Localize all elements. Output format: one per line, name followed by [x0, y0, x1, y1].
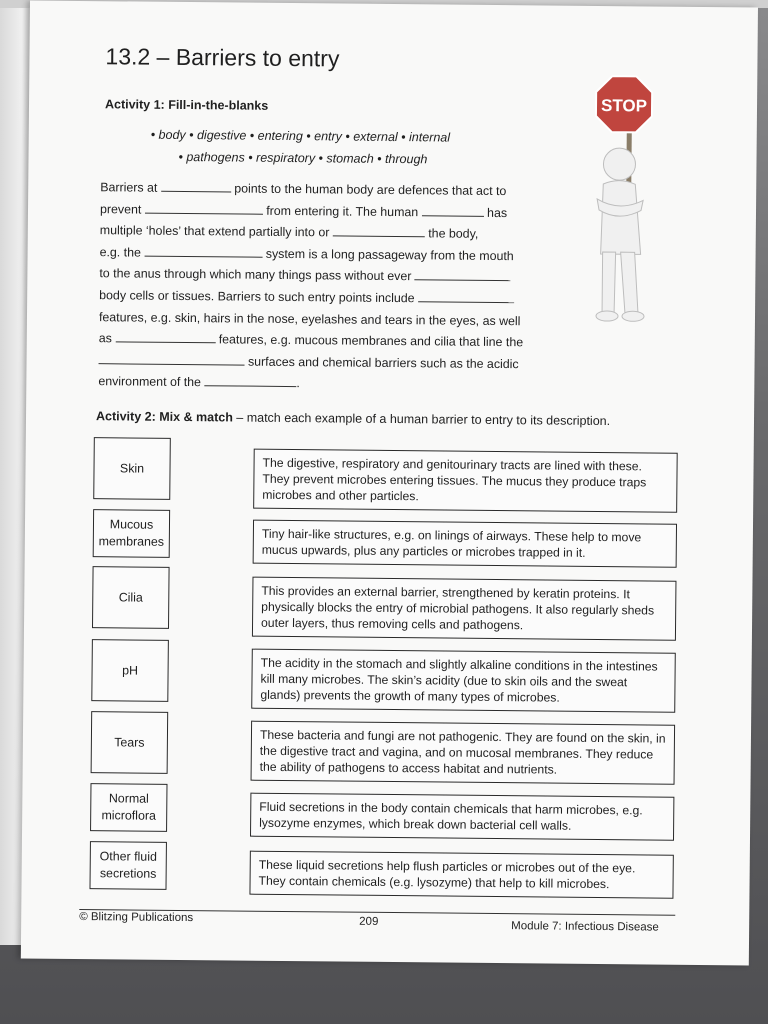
- term-box-tears[interactable]: Tears: [91, 711, 169, 774]
- term-box-ph[interactable]: pH: [91, 639, 169, 702]
- page-number: 209: [359, 915, 379, 928]
- passage-line: features, e.g. skin, hairs in the nose, eyelashes and tears in the eyes, as well: [98, 309, 521, 328]
- person-figure: [596, 148, 646, 321]
- term-box-normal-microflora[interactable]: Normal microflora: [90, 783, 167, 832]
- passage-line: e.g. the system is a long passageway from the mouth: [99, 244, 514, 263]
- passage-line: prevent from entering it. The human has: [99, 201, 508, 220]
- description-box-6[interactable]: Fluid secretions in the body contain chemicals that harm microbes, e.g. lysozyme enzymes, which break down bacterial cell walls.: [250, 793, 674, 841]
- footer-publisher: © Blitzing Publications: [79, 911, 194, 925]
- description-box-3[interactable]: This provides an external barrier, strengthened by keratin proteins. It physically blocks the entry of microbial pathogens. It also regularly sheds outer layers, thus removing cells and pathogens.: [252, 577, 677, 641]
- description-box-4[interactable]: The acidity in the stomach and slightly alkaline conditions in the intestines kill many microbes. The skin’s acidity (due to skin oils and the sweat glands) prevents the growth of many types of microbes.: [251, 649, 676, 713]
- passage-line: body cells or tissues. Barriers to such entry points include: [99, 285, 539, 311]
- answer-blank[interactable]: [145, 202, 263, 214]
- fill-in-passage: [98, 177, 540, 397]
- answer-blank[interactable]: [99, 353, 245, 365]
- term-box-cilia[interactable]: Cilia: [92, 566, 170, 629]
- answer-blank[interactable]: [418, 291, 514, 303]
- stop-sign-figure: [582, 74, 674, 331]
- worksheet-page: [21, 1, 758, 966]
- answer-blank[interactable]: [422, 205, 484, 217]
- passage-line: surfaces and chemical barriers such as the acidic: [98, 350, 538, 376]
- term-box-other-fluid-secretions[interactable]: Other fluid secretions: [89, 841, 166, 890]
- activity1-heading: Activity 1: Fill-in-the-blanks: [104, 97, 269, 113]
- word-bank-line-1: • body • digestive • entering • entry • external • internal: [150, 127, 451, 145]
- passage-line: multiple ‘holes’ that extend partially into or the body,: [99, 223, 479, 242]
- description-box-2[interactable]: Tiny hair-like structures, e.g. on linings of airways. These help to move mucus upwards, plus any particles or microbes trapped in it.: [253, 520, 677, 568]
- activity2-heading: Activity 2: Mix & match – match each example of a human barrier to entry to its description.: [95, 409, 611, 429]
- answer-blank[interactable]: [333, 226, 425, 238]
- description-box-7[interactable]: These liquid secretions help flush particles or microbes out of the eye. They contain chemicals (e.g. lysozyme) that help to kill microbes.: [249, 851, 673, 899]
- answer-blank[interactable]: [415, 270, 511, 282]
- answer-blank[interactable]: [204, 376, 296, 388]
- answer-blank[interactable]: [144, 245, 262, 257]
- term-box-mucous-membranes[interactable]: Mucous membranes: [93, 509, 170, 558]
- description-box-5[interactable]: These bacteria and fungi are not pathogenic. They are found on the skin, in the digestive tract and vagina, and on mucosal membranes. They reduce the ability of pathogens to access habitat and nutrients.: [251, 721, 676, 785]
- footer-module: Module 7: Infectious Disease: [511, 920, 659, 934]
- passage-line: Barriers at points to the human body are defences that act to: [100, 180, 507, 199]
- answer-blank[interactable]: [115, 331, 215, 343]
- passage-line: to the anus through which many things pass without ever: [99, 264, 539, 290]
- passage-line: as features, e.g. mucous membranes and cilia that line the: [98, 331, 524, 350]
- page-title: 13.2 – Barriers to entry: [105, 43, 340, 72]
- description-box-1[interactable]: The digestive, respiratory and genitourinary tracts are lined with these. They prevent microbes entering tissues. The mucus they produce traps microbes and other particles.: [253, 449, 678, 513]
- stop-sign-text: STOP: [600, 95, 648, 116]
- word-bank-line-2: • pathogens • respiratory • stomach • through: [178, 149, 428, 167]
- term-box-skin[interactable]: Skin: [93, 437, 171, 500]
- passage-line: environment of the .: [98, 374, 300, 391]
- answer-blank[interactable]: [161, 181, 231, 193]
